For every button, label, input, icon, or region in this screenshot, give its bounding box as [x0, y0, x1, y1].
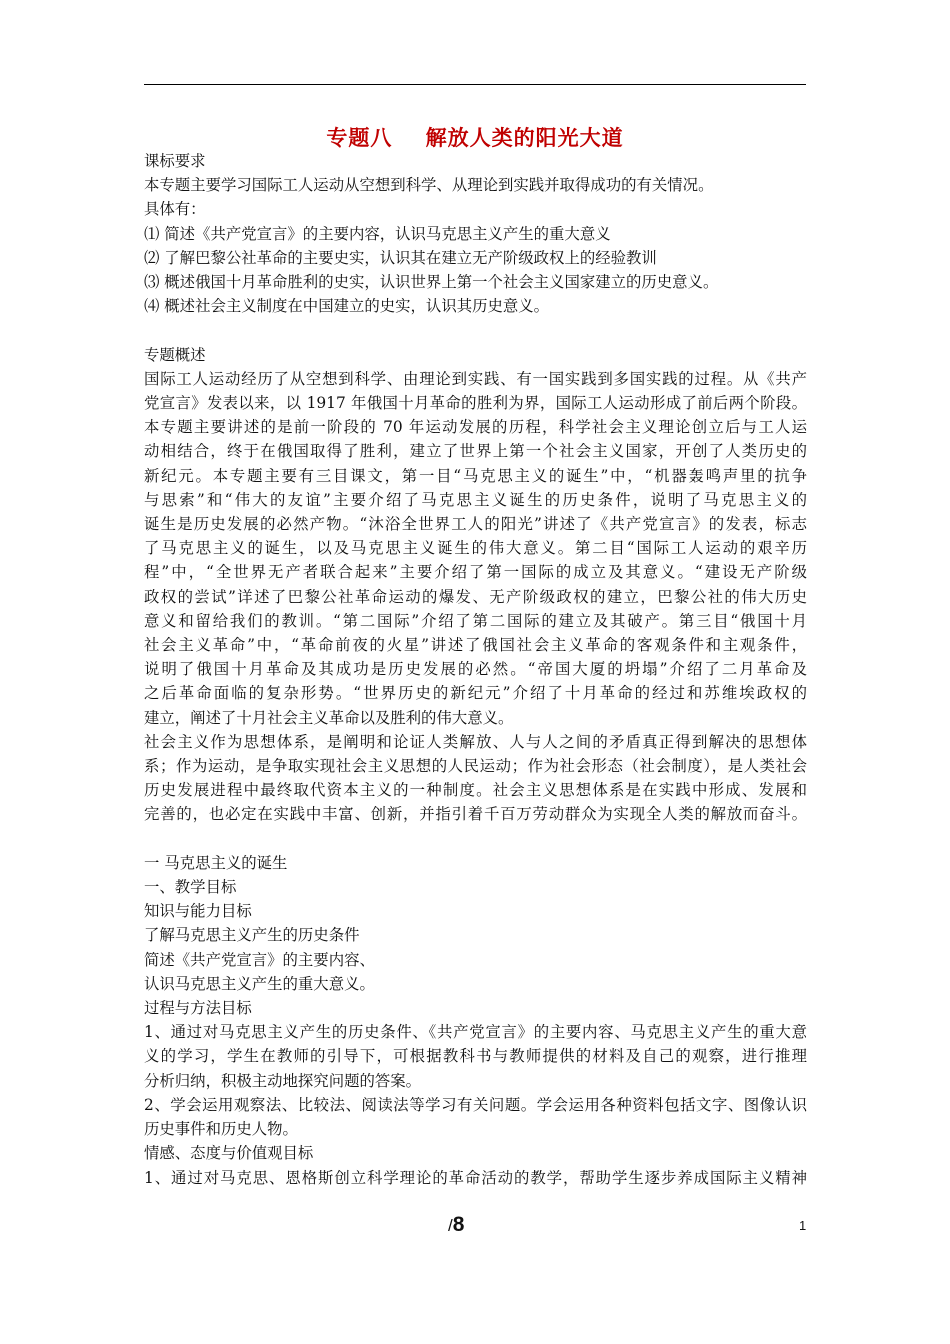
text-line: 系；作为运动，是争取实现社会主义思想的人民运动；作为社会形态（社会制度），是人类社会 — [144, 757, 807, 776]
header-rule — [144, 84, 806, 85]
text-line: 1、通过对马克思、恩格斯创立科学理论的革命活动的教学，帮助学生逐步养成国际主义精神 — [144, 1168, 807, 1187]
blank-line — [144, 827, 807, 851]
text-line: 国际工人运动经历了从空想到科学、由理论到实践、有一国实践到多国实践的过程。从《共产 — [144, 369, 807, 388]
text-line: 完善的，也必定在实践中丰富、创新，并指引着千百万劳动群众为实现全人类的解放而奋斗。 — [144, 805, 807, 824]
text-line: 本专题主要学习国际工人运动从空想到科学、从理论到实践并取得成功的有关情况。 — [144, 176, 714, 195]
text-line: 历史发展进程中最终取代资本主义的一种制度。社会主义思想体系是在实践中形成、发展和 — [144, 781, 807, 800]
blank-line — [144, 318, 807, 342]
text-line: 新纪元。本专题主要有三目课文，第一目“马克思主义的诞生”中，“机器轰鸣声里的抗争 — [144, 466, 807, 485]
text-line: ⑴ 简述《共产党宣言》的主要内容，认识马克思主义产生的重大意义 — [144, 224, 611, 243]
document-body — [144, 149, 807, 1190]
text-line: 情感、态度与价值观目标 — [144, 1144, 314, 1163]
text-line: 过程与方法目标 — [144, 999, 252, 1018]
text-line: 历史事件和历史人物。 — [144, 1120, 298, 1139]
text-line: 一 马克思主义的诞生 — [144, 853, 288, 872]
text-line: 社会主义革命”中，“革命前夜的火星”讲述了俄国社会主义革命的客观条件和主观条件， — [144, 636, 807, 655]
text-line: 政权的尝试”详述了巴黎公社革命运动的爆发、无产阶级政权的建立，巴黎公社的伟大历史 — [144, 587, 807, 606]
text-line: 社会主义作为思想体系，是阐明和论证人类解放、人与人之间的矛盾真正得到解决的思想体 — [144, 732, 807, 751]
text-line: 专题概述 — [144, 345, 206, 364]
text-line: 2、学会运用观察法、比较法、阅读法等学习有关问题。学会运用各种资料包括文字、图像认识 — [144, 1095, 807, 1114]
text-line: 了解马克思主义产生的历史条件 — [144, 926, 360, 945]
text-line: 意义和留给我们的教训。“第二国际”介绍了第二国际的建立及其破产。第三目“俄国十月 — [144, 611, 807, 630]
text-line: 知识与能力目标 — [144, 902, 252, 921]
text-line: ⑶ 概述俄国十月革命胜利的史实，认识世界上第一个社会主义国家建立的历史意义。 — [144, 273, 719, 292]
page-count-slash: / — [448, 1216, 453, 1235]
text-line: 动相结合，终于在俄国取得了胜利，建立了世界上第一个社会主义国家，开创了人类历史的 — [144, 442, 807, 461]
text-line: 分析归纳，积极主动地探究问题的答案。 — [144, 1071, 422, 1090]
page-count — [448, 1213, 464, 1237]
text-line: 本专题主要讲述的是前一阶段的 70 年运动发展的历程，科学社会主义理论创立后与工人运 — [144, 418, 807, 437]
text-line: 说明了俄国十月革命及其成功是历史发展的必然。“帝国大厦的坍塌”介绍了二月革命及 — [144, 660, 807, 679]
text-line: 认识马克思主义产生的重大意义。 — [144, 974, 375, 993]
text-line: 义的学习，学生在教师的引导下，可根据教科书与教师提供的材料及自己的观察，进行推理 — [144, 1047, 807, 1066]
text-line: 具体有： — [144, 200, 206, 219]
text-line: 课标要求 — [144, 152, 206, 170]
page-number: 1 — [799, 1218, 807, 1233]
text-line: 程”中，“全世界无产者联合起来”主要介绍了第一国际的成立及其意义。“建设无产阶级 — [144, 563, 807, 582]
text-line: ⑵ 了解巴黎公社革命的主要史实，认识其在建立无产阶级政权上的经验教训 — [144, 248, 657, 267]
text-line: ⑷ 概述社会主义制度在中国建立的史实，认识其历史意义。 — [144, 297, 550, 316]
text-line: 一、教学目标 — [144, 878, 237, 897]
text-line: 与思索”和“伟大的友谊”主要介绍了马克思主义诞生的历史条件，说明了马克思主义的 — [144, 490, 807, 509]
page-count-total: 8 — [452, 1213, 465, 1236]
text-line: 了马克思主义的诞生，以及马克思主义诞生的伟大意义。第二目“国际工人运动的艰辛历 — [144, 539, 807, 558]
text-line: 简述《共产党宣言》的主要内容、 — [144, 950, 375, 969]
text-line: 之后革命面临的复杂形势。“世界历史的新纪元”介绍了十月革命的经过和苏维埃政权的 — [144, 684, 807, 703]
text-line: 党宣言》发表以来，以 1917 年俄国十月革命的胜利为界，国际工人运动形成了前后两个阶段。 — [144, 394, 807, 413]
text-line: 诞生是历史发展的必然产物。“沐浴全世界工人的阳光”讲述了《共产党宣言》的发表，标志 — [144, 515, 807, 534]
text-line: 建立，阐述了十月社会主义革命以及胜利的伟大意义。 — [144, 708, 514, 727]
page-title: 专题八 解放人类的阳光大道 — [326, 126, 624, 150]
text-line: 1、通过对马克思主义产生的历史条件、《共产党宣言》的主要内容、马克思主义产生的重大意 — [144, 1023, 807, 1042]
